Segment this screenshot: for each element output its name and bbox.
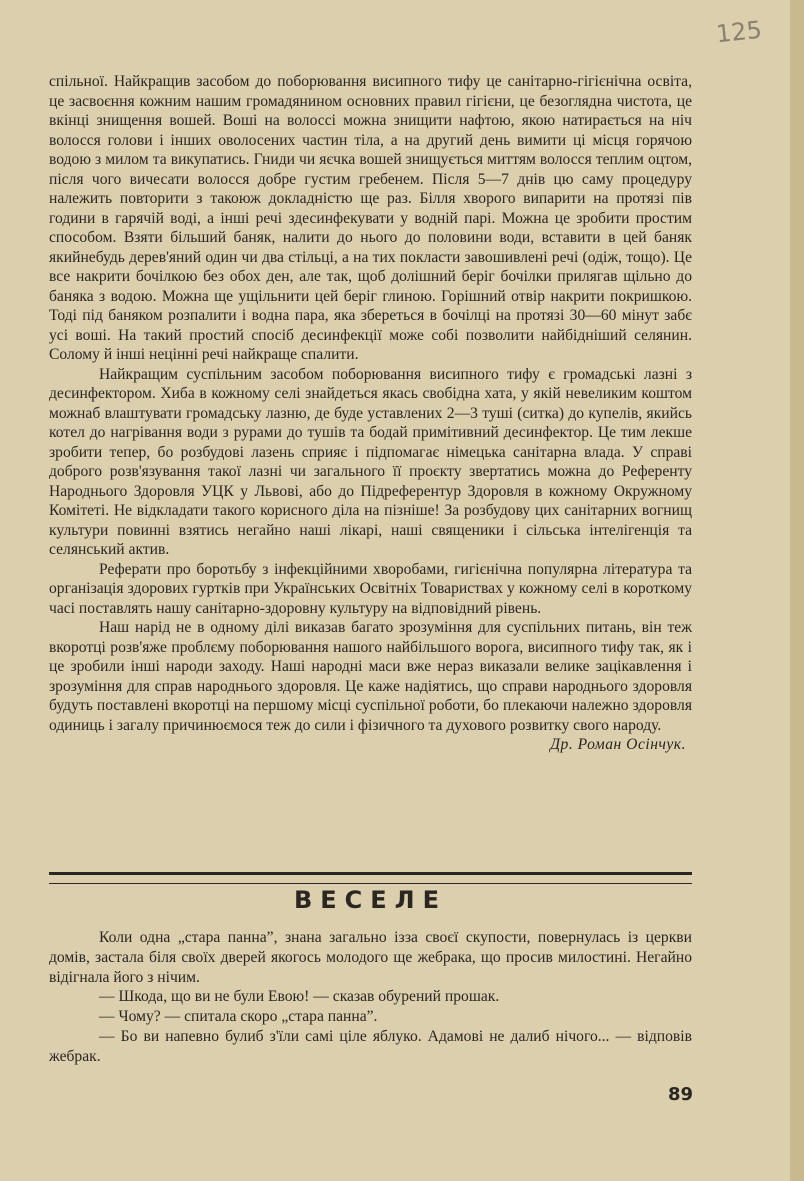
joke-body — [49, 928, 692, 1067]
joke-line-1: — Шкода, що ви не були Евою! — сказав обурений прошак. — [99, 988, 500, 1006]
article-paragraph-1: спільної. Найкращив засобом до поборювання висипного тифу це санітарно-гігієнічна освіта, це засвоєння кожним нашим громадянином основних правил гігієни, це безоглядна чистота, це вкінці знищення вошей. Воші на волоссі можна знищити нафтою, якою натирається на ніч волосся голови і інших оволосених частин тіла, а на другий день вимити ці місця горячою водою з милом та викупатись. Гниди чи яєчка вошей знищується миттям волосся теплим оцтом, після чого вичесати волосся добре густим гребенем. Після 5—7 днів цю саму процедуру належить повторити з такоюж докладністю ще раз. Білля хворого випарити на протязі пів години в гарячій воді, а інші речі здесинфекувати у водній парі. Можна це зробити простим способом. Взяти більший баняк, налити до нього до половини води, вставити в цей баняк якийнебудь дерев'яний один чи два стільці, а на тих покласти завошивлені речі (одіж, тощо). Це все накрити бочілкою без обох ден, але так, щоб долішний беріг бочілки прилягав щільно до баняка з водою. Можна ще ущільнити цей беріг глиною. Горішний отвір накрити покришкою. Тоді під баняком розпалити і водна пара, яка збереться в бочілці на протязі 30—60 мінут забє усі воші. На такий простий спосіб десинфекції може собі позволити найбідніший селянин. Солому й інші нецінні речі найкраще спалити. — [49, 73, 692, 363]
joke-intro: Коли одна „стара панна”, знана загально ізза своєї скупости, повернулась із церкви домів, застала біля своїх дверей якогось молодого ще жебрака, що просив милостині. Негайно відігнала його з нічим. — [49, 929, 692, 986]
page-number: 89 — [668, 1084, 694, 1105]
section-title: ВЕСЕЛЕ — [293, 886, 448, 914]
article-body — [49, 72, 692, 755]
article-paragraph-4: Наш нарід не в одному ділі виказав багато зрозуміння для суспільних питань, він теж вкоротці розв'яже проблєму поборювання нашого найбільшого ворога, висипного тифу так, як і це зробили інші народи заходу. Наші народні маси вже нераз виказали велике зацікавлення і зрозуміння для справ народнього здоровля. Це каже надіятись, що справи народнього здоровля будуть поставлені вкоротці на першому місці суспільної роботи, бо плекаючи належно здоровля одиниць і загалу причинюємося теж до сили і фізичного та духового розвитку свого народу. — [49, 619, 692, 734]
joke-line-2: — Чому? — спитала скоро „стара панна”. — [99, 1008, 378, 1026]
joke-line-3: — Бо ви напевно булиб з'їли самі ціле яблуко. Адамові не далиб нічого... — відповів жебрак. — [49, 1027, 692, 1065]
archive-number: 125 — [714, 15, 764, 49]
page-edge — [790, 0, 804, 1181]
article-paragraph-3: Реферати про боротьбу з інфекційними хворобами, гигієнічна популярна література та організація здорових гуртків при Українських Освітніх Товариствах у кожному селі в короткому часі поставлять нашу санітарно-здоровну культуру на відповідний рівень. — [49, 560, 692, 617]
section-divider — [49, 872, 692, 884]
article-paragraph-2: Найкращим суспільним засобом поборювання висипного тифу є громадські лазні з десинфектором. Хиба в кожному селі знайдеться якась свобідна хата, у якій невеликим коштом можнаб влаштувати громадську лазню, де буде уставлених 2—3 туші (ситка) до купелів, якийсь котел до нагрівання води з рурами до тушів та бодай примітивний десинфектор. Це тим лекше зробити тепер, бо розбудові лазень сприяє і підпомагає німецька санітарна влада. У справі доброго розв'язування такої лазні чи загального її проєкту звертатись можна до Референту Народнього Здоровля УЦК у Львові, або до Підреферентур Здоровля в кожному Окружному Комітеті. Не відкладати такого корисного діла на пізніше! За розбудову цих санітарних вогнищ культури повинні взятись негайно наші лікарі, наші священики і сільська інтелігенція та селянський актив. — [49, 365, 692, 558]
article-author: Др. Роман Осінчук. — [550, 736, 686, 753]
